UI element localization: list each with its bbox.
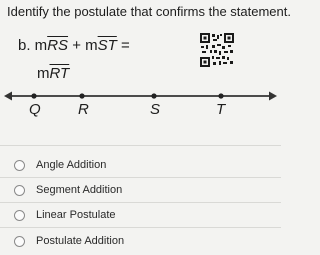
point-s — [151, 93, 156, 98]
choice-label: Angle Addition — [36, 159, 107, 171]
left-arrow-icon — [4, 92, 12, 101]
divider — [0, 145, 281, 146]
divider — [0, 202, 281, 203]
right-arrow-icon — [269, 92, 277, 101]
choice-postulate-addition[interactable] — [14, 234, 124, 248]
radio-button[interactable] — [14, 160, 25, 171]
divider — [0, 177, 281, 178]
segment-st: $\overline{ST}$ — [97, 37, 117, 54]
radio-button[interactable] — [14, 185, 25, 196]
point-label-t: T — [216, 101, 226, 118]
point-q — [31, 93, 36, 98]
choice-label: Segment Addition — [36, 184, 123, 196]
m-prefix: m — [37, 65, 50, 82]
segment-rs: $\overline{RS}$ — [47, 37, 69, 54]
statement-line-1 — [18, 37, 130, 54]
choice-angle-addition[interactable] — [14, 158, 106, 172]
radio-button[interactable] — [14, 236, 25, 247]
choice-label: Linear Postulate — [36, 209, 116, 221]
number-line — [0, 88, 281, 128]
point-label-q: Q — [29, 101, 41, 118]
equals-sign: = — [116, 37, 130, 54]
choice-label: Postulate Addition — [36, 235, 125, 247]
segment-rt: $\overline{RT}$ — [49, 65, 70, 82]
radio-button[interactable] — [14, 210, 25, 221]
statement-line-2 — [37, 65, 69, 82]
plus-m: + m — [68, 37, 98, 54]
part-label: b. m — [18, 37, 48, 54]
choice-segment-addition[interactable] — [14, 183, 122, 197]
point-r — [79, 93, 84, 98]
point-t — [218, 93, 223, 98]
qr-code-icon — [200, 33, 234, 67]
divider — [0, 227, 281, 228]
choice-linear-postulate[interactable] — [14, 208, 116, 222]
point-label-s: S — [150, 101, 161, 118]
question-text: Identify the postulate that confirms the statement. — [7, 4, 291, 19]
point-label-r: R — [78, 101, 89, 118]
